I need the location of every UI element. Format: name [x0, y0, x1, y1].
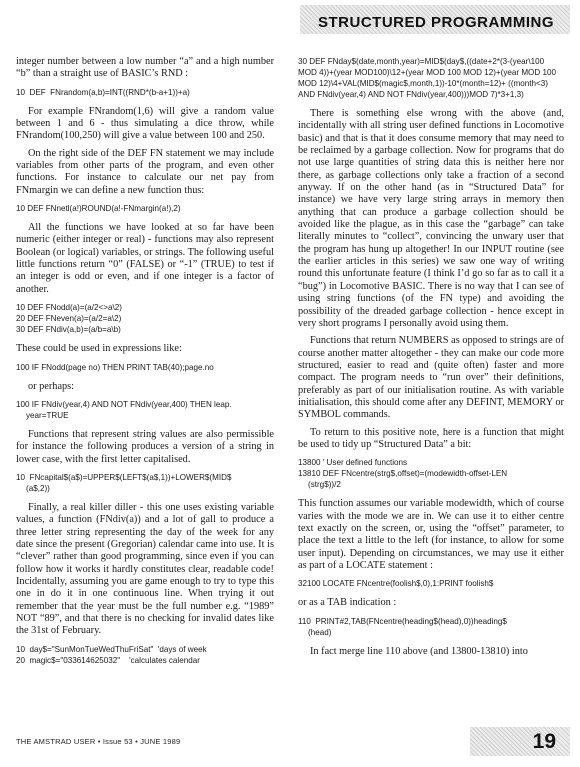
paragraph: These could be used in expressions like: [16, 343, 182, 355]
paragraph: integer number between a low number “a” and a high number “b” than a straight use of BASIC’s RND : [16, 56, 274, 80]
code-listing [16, 399, 274, 421]
footer-band [470, 727, 570, 756]
code-line: 10 day$="SunMonTueWedThuFriSat" 'days of week [16, 644, 207, 654]
code-line: 13800 ' User defined functions [298, 458, 408, 468]
code-line: 10 DEF FNodd(a)=(a/2<>a\2) [16, 303, 122, 313]
paragraph: For example FNrandom(1,6) will give a random value between 1 and 6 - thus simulating a dice throw, while FNrandom(100,250) will give a value between 100 and 250. [16, 105, 274, 142]
code-line: 110 PRINT#2,TAB(FNcentre(heading$(head),0))heading$ [298, 616, 507, 626]
code-listing [298, 56, 564, 100]
paragraph: or perhaps: [28, 380, 75, 392]
code-line: 20 DEF FNeven(a)=(a/2=a\2) [16, 314, 122, 324]
code-line: 10 DEF FNnetl(a!)ROUND(a!-FNmargin(a!),2) [16, 204, 181, 214]
paragraph: All the functions we have looked at so far have been numeric (either integer or real) - functions may also represent Boolean (or logical) variables, or strings. The following useful little functions return “0” (FALSE) or “-1” (TRUE) to test if an integer is odd or even, and if one integer is a factor of another. [16, 222, 274, 295]
code-line: 20 magic$="033614625032" 'calculates calendar [16, 655, 200, 665]
code-line: 100 IF FNodd(page no) THEN PRINT TAB(40);page.no [16, 362, 214, 372]
code-listing [16, 302, 274, 335]
code-listing [16, 362, 274, 373]
code-line: 30 DEF FNdiv(a,b)=(a/b=a\b) [16, 325, 121, 335]
footer-publication: THE AMSTRAD USER • Issue 53 • JUNE 1989 [16, 737, 181, 746]
paragraph: In fact merge line 110 above (and 13800-13810) into [310, 645, 528, 657]
code-line: (strg$))/2 [308, 480, 341, 490]
paragraph: Functions that represent string values are also permissible for instance the following produces a version of a string in lower case, with the first letter capitalised. [16, 428, 274, 465]
code-line: 100 IF FNdiv(year,4) AND NOT FNdiv(year,400) THEN leap. [16, 399, 232, 409]
code-listing [16, 203, 274, 214]
code-line: 10 FNcapital$(a$)=UPPER$(LEFT$(a$,1))+LOWER$(MID$ [16, 472, 232, 482]
paragraph: To return to this positive note, here is a function that might be used to tidy up “Structured Data” a bit: [298, 426, 564, 450]
paragraph: There is something else wrong with the above (and, incidentally with all string user defined functions in Locomotive basic) and that is that it does consume memory that may need to be reclaimed by a garbage collection. Now for programs that do not use large quantities of string data this is neither here nor there, as garbage collections only take a fraction of a second anyway. If on the other hand (as in “Structured Data” for instance) we have very large string arrays in memory then anything that can produce a garbage collection should be avoided like the plague, as in this case the “garbage” can take literally minutes to “collect”, convincing the unwary user that the program has hung up altogether! In our INPUT routine (see the earlier articles in this series) we saw one way of writing round this unfortunate feature (I think I’d go so far as to call it a “bug”) in Locomotive BASIC. There is no way that I can see of using string functions (of the FN type) and avoiding the possibility of the dreaded garbage collection - hence except in very short programs I personally avoid using them. [298, 108, 564, 329]
code-line: 30 DEF FNday$(date,month,year)=MID$(day$,((date+2*(3-(year\100 MOD 4))+(year MOD100)\12+(year MOD 100 MOD 12)+(year MOD 100 MOD 12)\4+VAL(MID$(magic$,month,1))-10*(month=12)+ ((month<3) AND FNdiv(year,4) AND NOT FNdiv(year,400)))MOD 7)*3+1,3) [298, 57, 559, 99]
left-column [16, 56, 274, 674]
code-line: 32100 LOCATE FNcentre(foolish$,0),1:PRINT foolish$ [298, 579, 494, 589]
paragraph: Finally, a real killer diller - this one uses existing variable values, a function (FNdiv(a)) and a lot of gall to produce a three letter string representing the day of the week for any date since the present (Gregorian) calendar came into use. It is “clever” rather than good programming, since even if you can follow how it works it hardly constitutes clear, readable code! Incidentally, assuming you are game enough to try to type this one in do it in one continuous line. When trying it out remember that the year must be the full number e.g. “1989” NOT “89”, and that there is no checking for invalid dates like the 31st of February. [16, 501, 274, 637]
code-listing [298, 457, 564, 490]
code-listing [298, 616, 564, 638]
paragraph: Functions that return NUMBERS as opposed to strings are of course another matter altogether - they can make our code more structured, easier to read and (quite often) faster and more compact. The program needs to “run over” their definitions, preferably as part of our initialisation routine. As with variable initialisation, this should come after any DEFINT, MEMORY or SYMBOL commands. [298, 335, 564, 421]
code-listing [16, 87, 274, 98]
paragraph: This function assumes our variable modewidth, which of course varies with the mode we are in. We can use it to either centre text exactly on the screen, or, using the “offset” parameter, to place the text a little to the left (for instance, to allow for some user input). Depending on circumstances, we may use it either as part of a LOCATE statement : [298, 498, 564, 571]
code-line: year=TRUE [26, 410, 69, 420]
code-listing [16, 644, 274, 666]
code-line: 10 DEF FNrandom(a,b)=INT((RND*(b-a+1))+a) [16, 87, 190, 97]
paragraph: On the right side of the DEF FN statement we may include variables from other parts of the program, and even other functions. For instance to calculate our net pay from FNmargin we can define a new function thus: [16, 147, 274, 196]
header-band [300, 5, 570, 34]
paragraph: or as a TAB indication : [298, 597, 397, 609]
code-line: (a$,2)) [26, 483, 50, 493]
code-line: (head) [308, 627, 332, 637]
code-listing [16, 472, 274, 494]
code-listing [298, 578, 564, 589]
page-number: 19 [532, 730, 556, 753]
code-line: 13810 DEF FNcentre(strg$,offset)=(modewidth-offset-LEN [298, 469, 508, 479]
section-title: STRUCTURED PROGRAMMING [318, 14, 554, 31]
right-column [298, 56, 564, 663]
